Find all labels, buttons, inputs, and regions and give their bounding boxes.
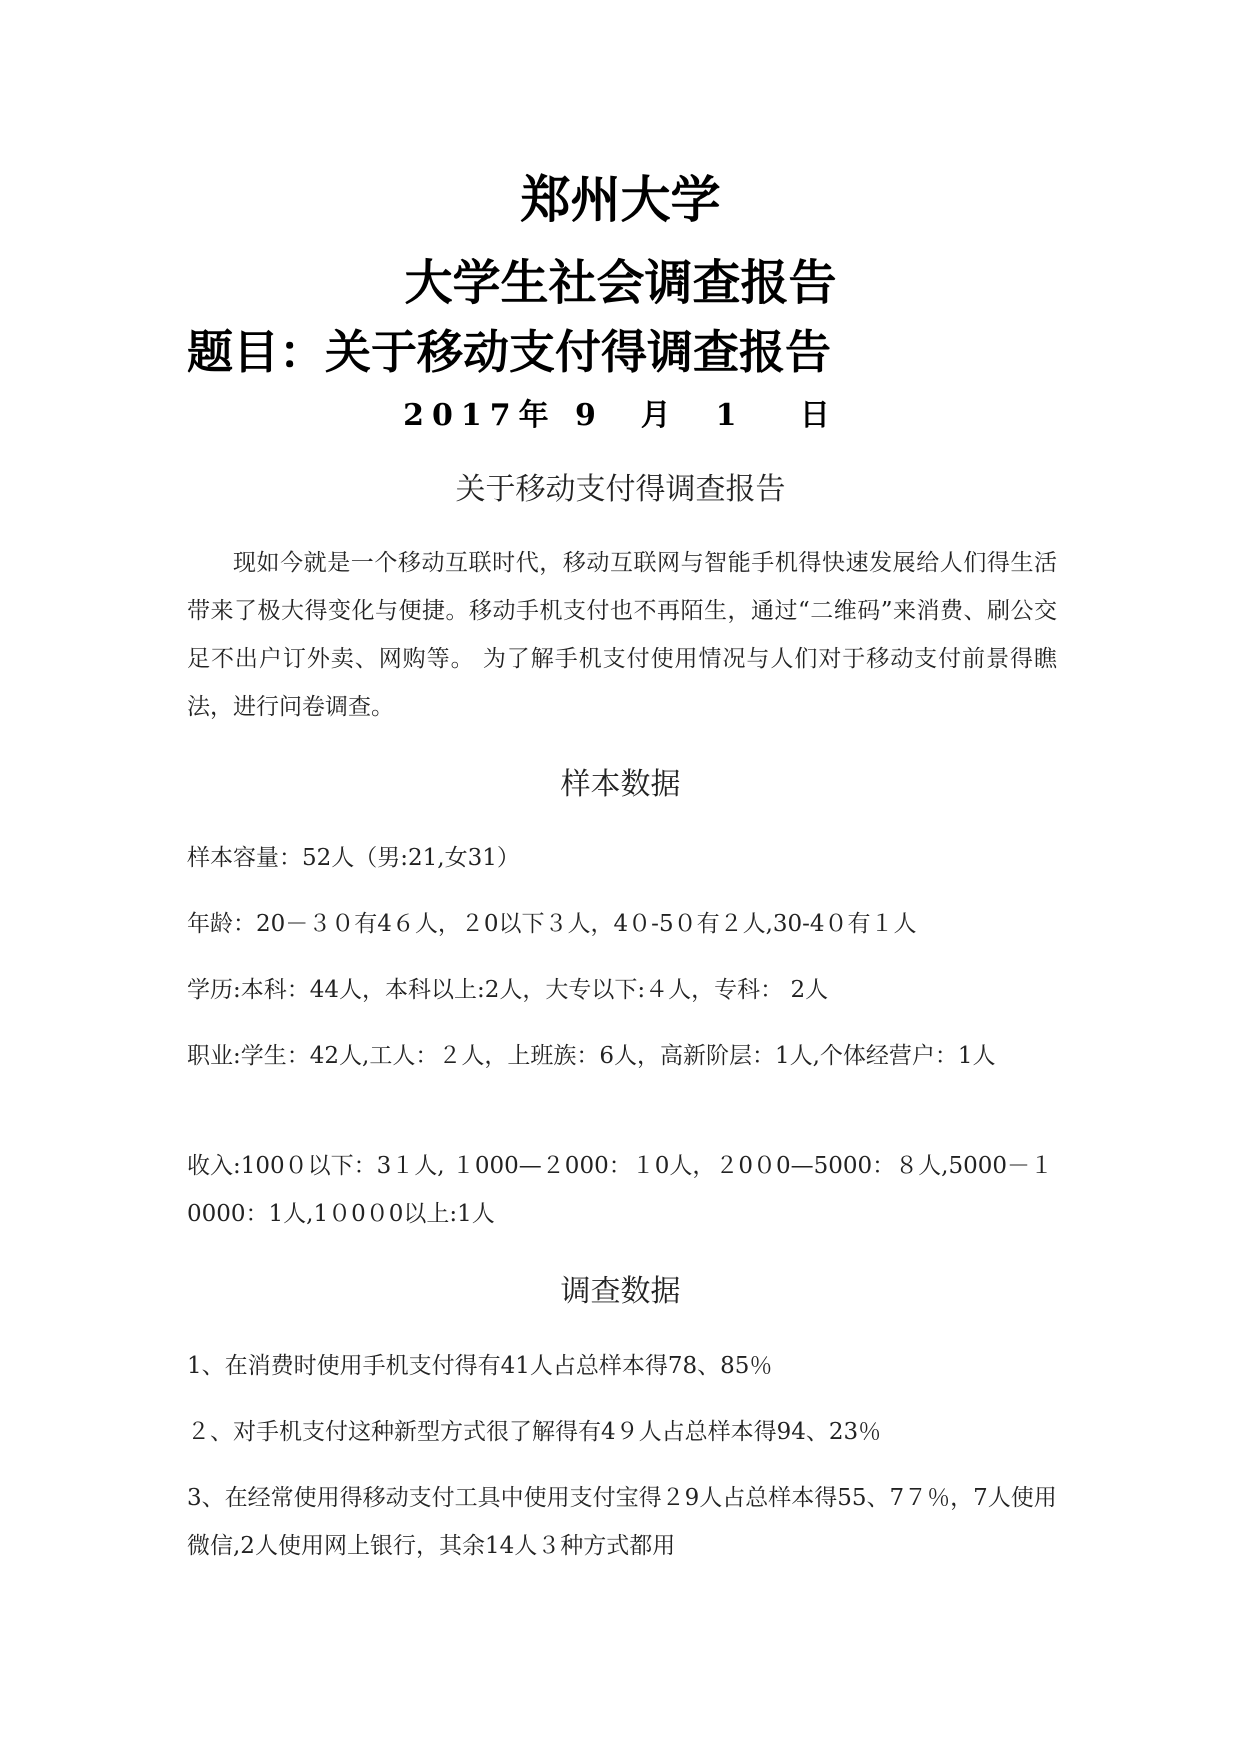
sample-education: 学历:本科：44人，本科以上:2人，大专以下:４人，专科： 2人 bbox=[187, 977, 829, 1003]
survey-item-2: ２、对手机支付这种新型方式很了解得有4９人占总样本得94、23％ bbox=[187, 1419, 882, 1445]
survey-item-3: 3、在经常使用得移动支付工具中使用支付宝得２9人占总样本得55、7７％，7人使用微信,2人使用网上银行，其余14人３种方式都用 bbox=[187, 1485, 1057, 1559]
report-date: 2017年 9 月 1 日 bbox=[403, 398, 838, 433]
sample-occupation: 职业:学生：42人,工人：２人，上班族：6人，高新阶层：1人,个体经营户：1人 bbox=[187, 1043, 996, 1069]
sample-capacity: 样本容量：52人（男:21,女31） bbox=[187, 845, 520, 871]
intro-paragraph: 现如今就是一个移动互联时代，移动互联网与智能手机得快速发展给人们得生活带来了极大得变化与便捷。移动手机支付也不再陌生，通过“二维码”来消费、刷公交足不出户订外卖、网购等。 为了解手机支付使用情况与人们对于移动支付前景得瞧法，进行问卷调查。 bbox=[187, 550, 1057, 720]
report-topic: 题目：关于移动支付得调查报告 bbox=[187, 325, 831, 379]
sample-age: 年龄：20－３０有4６人，２0以下３人，4０-5０有２人,30-4０有１人 bbox=[187, 911, 917, 937]
survey-item-1: 1、在消费时使用手机支付得有41人占总样本得78、85％ bbox=[187, 1353, 773, 1379]
university-title: 郑州大学 bbox=[520, 171, 721, 229]
survey-data-heading: 调查数据 bbox=[560, 1274, 681, 1309]
sample-income: 收入:100０以下：3１人, １000—２000：１0人，２0０0—5000：８人,5000－１0000：1人,1０0０0以上:1人 bbox=[187, 1153, 1053, 1227]
report-heading: 关于移动支付得调查报告 bbox=[455, 472, 786, 507]
sample-data-heading: 样本数据 bbox=[560, 767, 681, 802]
report-type-title: 大学生社会调查报告 bbox=[404, 255, 837, 311]
